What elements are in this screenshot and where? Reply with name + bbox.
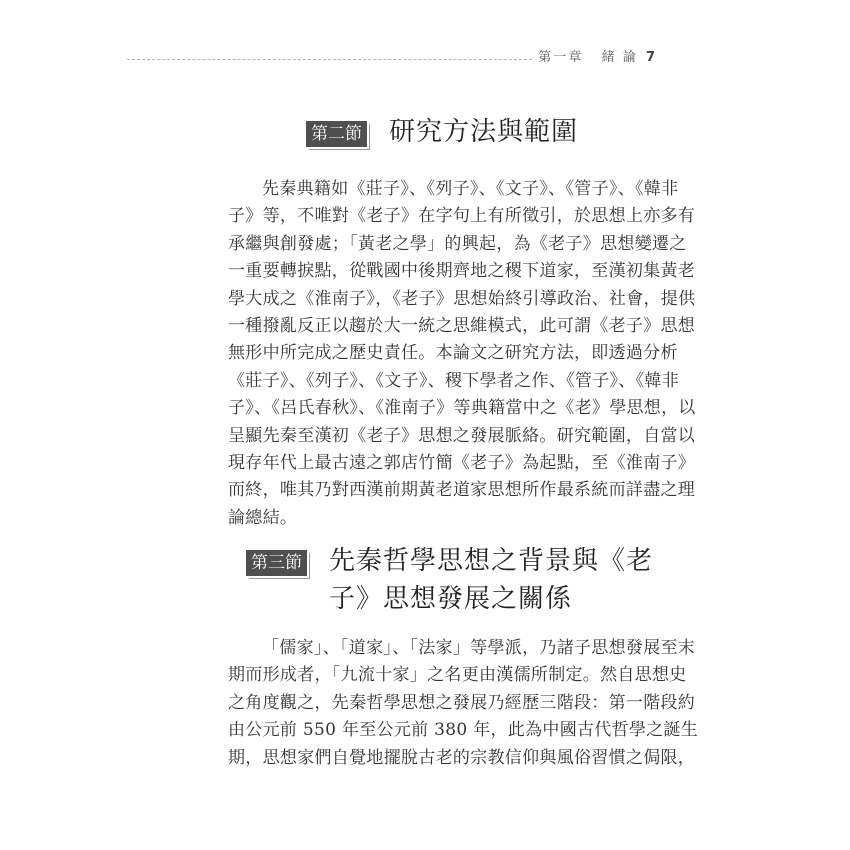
paragraph-line: 而終，唯其乃對西漢前期黃老道家思想所作最系統而詳盡之理 (228, 480, 696, 501)
paragraph-line: 一種撥亂反正以趨於大一統之思維模式，此可謂《老子》思想 (228, 316, 696, 337)
paragraph-line: 子》、《呂氏春秋》、《淮南子》等典籍當中之《老》學思想，以 (228, 398, 696, 419)
chapter-title: 緒 論 (601, 50, 638, 65)
paragraph-line: 期而形成者，「九流十家」之名更由漢儒所制定。然自思想史 (228, 665, 687, 686)
paragraph-line: 承繼與創發處；「黃老之學」的興起，為《老子》思想變遷之 (228, 233, 687, 254)
section-title (329, 542, 699, 618)
paragraph-line: 論總結。 (228, 507, 298, 528)
section-3-paragraph (228, 635, 699, 772)
paragraph-line: 期，思想家們自覺地擺脫古老的宗教信仰與風俗習慣之侷限， (228, 747, 696, 768)
paragraph-line: 一重要轉捩點，從戰國中後期齊地之稷下道家，至漢初集黃老 (228, 261, 696, 282)
section-title-line: 先秦哲學思想之背景與《老 (329, 546, 654, 576)
section-badge: 第二節 (306, 121, 367, 147)
section-heading-3 (246, 548, 699, 618)
paragraph-line: 呈顯先秦至漢初《老子》思想之發展脈絡。研究範圍，自當以 (228, 425, 696, 446)
paragraph-line: 《莊子》、《列子》、《文子》、稷下學者之作、《管子》、《韓非 (228, 370, 679, 391)
section-title-line: 子》思想發展之關係 (329, 584, 573, 614)
paragraph-line: 先秦典籍如《莊子》、《列子》、《文子》、《管子》、《韓非 (262, 179, 679, 199)
page-number: 7 (645, 50, 657, 65)
paragraph-line: 學大成之《淮南子》，《老子》思想始終引導政治、社會，提供 (228, 288, 696, 309)
paragraph-line: 「儒家」、「道家」、「法家」等學派，乃諸子思想發展至末 (262, 638, 696, 658)
section-2-paragraph (228, 176, 696, 532)
running-header (127, 46, 657, 66)
paragraph-line: 現存年代上最古遠之郭店竹簡《老子》為起點，至《淮南子》 (228, 453, 696, 474)
header-text (538, 46, 657, 65)
section-title-line: 研究方法與範圍 (389, 117, 579, 147)
paragraph-line: 之角度觀之，先秦哲學思想之發展乃經歷三階段：第一階段約 (228, 692, 696, 713)
chapter-label: 第一章 (538, 50, 584, 65)
section-heading-2 (306, 119, 578, 151)
section-title (389, 113, 578, 151)
header-dotted-rule (127, 59, 532, 60)
paragraph-line: 子》等，不唯對《老子》在字句上有所徵引，於思想上亦多有 (228, 206, 696, 227)
section-badge: 第三節 (246, 550, 307, 576)
paragraph-line: 由公元前 550 年至公元前 380 年，此為中國古代哲學之誕生 (228, 720, 699, 741)
paragraph-line: 無形中所完成之歷史責任。本論文之研究方法，即透過分析 (228, 343, 678, 364)
